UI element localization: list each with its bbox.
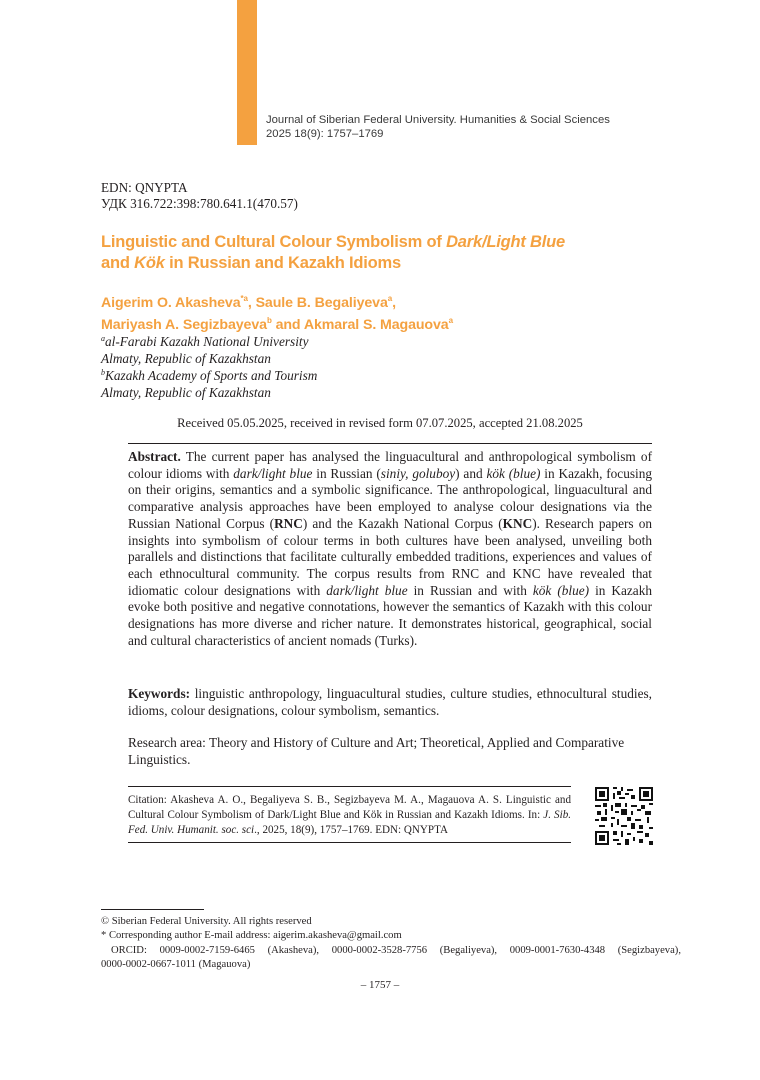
qr-code-icon[interactable] [595,787,653,845]
abstract-top-rule [128,443,652,444]
author-list: Aigerim O. Akasheva$^{*a}$, Saule B. Begaliyeva$^a$, Mariyash A. Segizbayeva$^b$ and Akmaral S. Magauova$^a$ [101,294,453,333]
paper-title: Linguistic and Cultural Colour Symbolism of Dark/Light Blue and Kök in Russian and Kazakh Idioms [101,233,565,272]
orcid-note-cont: 0000-0002-0667-1011 (Magauova) [101,959,251,971]
keywords: Keywords: linguistic anthropology, linguacultural studies, culture studies, ethnocultural studies, idioms, colour designations, colour symbolism, semantics. [128,686,652,718]
udk-id: УДК 316.722:398:780.641.1(470.57) [101,196,298,211]
footnotes [101,915,681,973]
corresponding-author-note: * Corresponding author E-mail address: aigerim.akasheva@gmail.com [101,930,402,942]
footnote-rule [101,909,204,910]
page-number: – 1757 – [360,979,400,991]
edn-id: EDN: QNYPTA [101,180,188,195]
journal-header [266,113,610,141]
orcid-note: ORCID: 0009-0002-7159-6465 (Akasheva), 0000-0002-3528-7756 (Begaliyeva), 0009-0001-7630-4348 (Segizbayeva), [111,944,681,956]
journal-name: Journal of Siberian Federal University. Humanities & Social Sciences [266,114,610,126]
citation-bottom-rule [128,842,571,843]
research-area: Research area: Theory and History of Culture and Art; Theoretical, Applied and Comparative Linguistics. [128,735,625,767]
abstract: Abstract. The current paper has analysed the linguacultural and anthropological symbolism of colour idioms with dark/light blue in Russian (siniy, goluboy) and kök (blue) in Kazakh, focusing on their origins, semantics and a symbolic significance. The anthropological, linguacultural and comparative analysis approaches have been employed to analyse colour designations via the Russian National Corpus (RNC) and the Kazakh National Corpus (KNC). Research papers on insights into symbolism of colour terms in both cultures have been analysed, unveiling both parallels and distinctions that facilitate culturally embedded traditions, experiences and values of each ethnocultural community. The corpus results from RNC and KNC have revealed that idiomatic colour designations with dark/light blue in Russian and with kök (blue) in Kazakh evoke both positive and negative connotations, however the semantics of Kazakh with this colour designations has more diverse and richer nature. It demonstrates historical, geographical, social and cultural characteristics of ancient nomads (Turks). [128,449,653,648]
journal-accent-bar [237,0,257,145]
copyright-note: © Siberian Federal University. All rights reserved [101,916,312,927]
citation-top-rule [128,786,571,787]
affiliations: $^a$al-Farabi Kazakh National University Almaty, Republic of Kazakhstan $^b$Kazakh Academy of Sports and Tourism Almaty, Republic of Kazakhstan [101,334,318,400]
received-dates: Received 05.05.2025, received in revised form 07.07.2025, accepted 21.08.2025 [177,416,583,430]
citation: Citation: Akasheva A. O., Begaliyeva S. B., Segizbayeva M. A., Magauova A. S. Linguistic and Cultural Colour Symbolism of Dark/Light Blue and Kök in Russian and Kazakh Idioms. In: J. Sib. Fed. Univ. Humanit. soc. sci., 2025, 18(9), 1757–1769. EDN: QNYPTA [128,794,572,837]
journal-issue: 2025 18(9): 1757–1769 [266,128,384,140]
